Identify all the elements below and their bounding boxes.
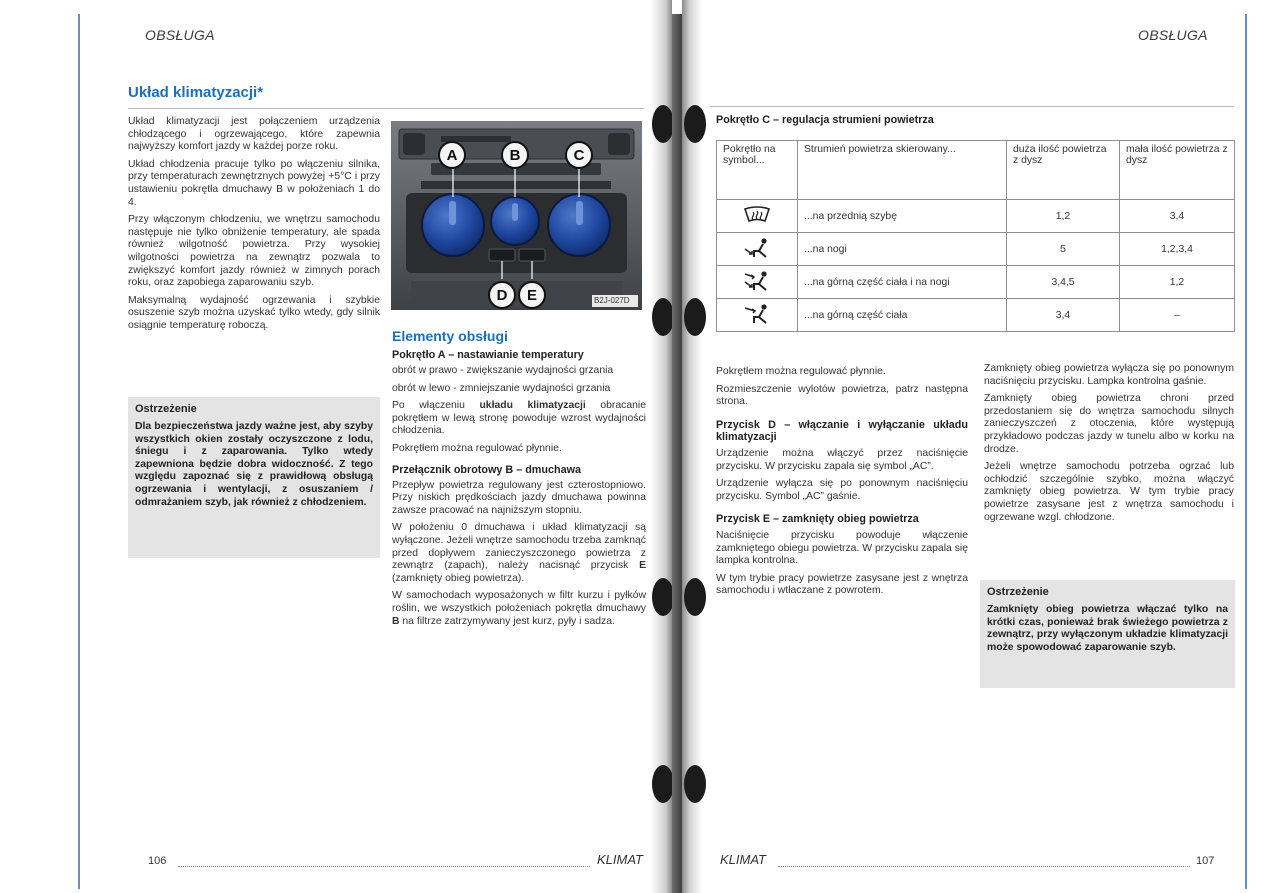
binding-ring — [684, 105, 706, 143]
button-e-text: Naciśnięcie przycisku powoduje włączenie zamkniętego obiegu powietrza. W przycisku zapala się lampka kontrolna. — [716, 529, 968, 567]
binding-ring — [652, 765, 674, 803]
airflow-high: 1,2 — [1007, 200, 1120, 233]
right-page-number: 107 — [1196, 855, 1215, 867]
switch-b-text: W samochodach wyposażonych w filtr kurzu i pyłków roślin, we wszystkich położeniach pokrętła dmuchawy B na filtrze zatrzymywany jest kurz, pyły i sadza. — [392, 590, 646, 627]
airflow-low: 1,2,3,4 — [1120, 233, 1235, 266]
figure-label-e: E — [518, 281, 546, 309]
knob-a-text: Pokrętłem można regulować płynnie. — [392, 442, 562, 454]
table-header: Pokrętło na symbol... — [717, 141, 798, 200]
binding-ring — [684, 578, 706, 616]
knob-a-title: Pokrętło A – nastawianie temperatury — [392, 349, 584, 361]
knob-c-title: Pokrętło C – regulacja strumieni powietrza — [716, 114, 934, 126]
airflow-high: 3,4 — [1007, 299, 1120, 332]
table-row — [717, 200, 1235, 233]
intro-text — [128, 116, 380, 338]
airflow-low: 3,4 — [1120, 200, 1235, 233]
button-e-title: Przycisk E – zamknięty obieg powietrza — [716, 513, 919, 526]
book-spine — [672, 14, 682, 893]
section-rule — [128, 108, 644, 109]
table-header-row — [717, 141, 1235, 200]
table-header: Strumień powietrza skierowany... — [798, 141, 1007, 200]
left-page-number: 106 — [148, 855, 167, 867]
figure-label-d: D — [488, 281, 516, 309]
figure-code: B2J-027D — [594, 296, 630, 305]
table-row — [717, 266, 1235, 299]
airflow-direction: ...na nogi — [798, 233, 1007, 266]
right-column-1 — [716, 366, 968, 603]
section-rule — [710, 106, 1234, 107]
recirculation-text: Jeżeli wnętrze samochodu potrzeba ogrzać lub ochłodzić szczególnie szybko, można włączyć zamknięty obieg powietrza. W tym trybie pracy powietrze zasysane jest z wnętrza samochodu i ogrzewane wzgl. chłodzone. — [984, 461, 1234, 523]
airflow-low: 1,2 — [1120, 266, 1235, 299]
airflow-low: – — [1120, 299, 1235, 332]
airflow-direction: ...na przednią szybę — [798, 200, 1007, 233]
recirculation-text: Zamknięty obieg powietrza chroni przed przedostaniem się do wnętrza samochodu silnych zanieczyszczeń z otoczenia, które występują przykładowo podczas jazdy w tunelu albo w korku na drodze. — [984, 393, 1234, 455]
figure-label-a: A — [438, 141, 466, 169]
figure-label-c: C — [565, 141, 593, 169]
table-row — [717, 233, 1235, 266]
airflow-high: 5 — [1007, 233, 1120, 266]
intro-paragraph: Maksymalną wydajność ogrzewania i szybkie osuszenie szyb można uzyskać tylko wtedy, gdy silnik osiągnie temperaturę roboczą. — [128, 294, 380, 331]
table-header: mała ilość powietrza z dysz — [1120, 141, 1235, 200]
switch-b-title: Przełącznik obrotowy B – dmuchawa — [392, 463, 581, 476]
knob-c-text: Rozmieszczenie wylotów powietrza, patrz następna strona. — [716, 383, 968, 408]
warning-title: Ostrzeżenie — [987, 586, 1049, 598]
elements-title: Elementy obsługi — [392, 328, 508, 344]
button-e-text: W tym trybie pracy powietrze zasysane jest z wnętrza samochodu i wtłaczane z powrotem. — [716, 572, 968, 597]
button-d-title: Przycisk D – włączanie i wyłączanie układu klimatyzacji — [716, 418, 968, 444]
button-d-text: Urządzenie wyłącza się po ponownym naciśnięciu przycisku. Symbol „AC” gaśnie. — [716, 478, 968, 502]
knob-a-text: Po włączeniu układu klimatyzacji obracanie pokrętłem w lewą stronę powoduje wzrost wydajności chłodzenia. — [392, 400, 646, 437]
switch-b-text: W położeniu 0 dmuchawa i układ klimatyzacji są wyłączone. Jeżeli wnętrze samochodu trzeba zamknąć przed dopływem zanieczyszczonego powietrza z zewnątrz (zapach), należy nacisnąć przycisk E (zamknięty obieg powietrza). — [392, 522, 646, 584]
controls-column — [392, 328, 646, 633]
figure-label-b: B — [501, 141, 529, 169]
right-header: OBSŁUGA — [1138, 27, 1208, 43]
left-footer-title: KLIMAT — [597, 852, 643, 867]
warning-body: Zamknięty obieg powietrza włączać tylko na krótki czas, ponieważ brak świeżego powietrza z zewnątrz, przy wyłączonym układzie klimatyzacji może spowodować zaparowanie szyb. — [987, 604, 1228, 653]
button-d-text: Urządzenie można włączyć przez naciśnięcie przycisku. W przycisku zapala się symbol „AC”. — [716, 447, 968, 472]
airflow-table — [716, 140, 1235, 332]
warning-body: Dla bezpieczeństwa jazdy ważne jest, aby szyby wszystkich okien zostały oczyszczone z lodu, śniegu i z zaparowania. Tylko wtedy zapewniona będzie dobra widoczność. Z tego względu zapoznać się z prawidłową obsługą ogrzewania i wentylacji, z osuszaniem / odmrażaniem szyb, jak również z chłodzeniem. — [135, 421, 373, 508]
warning-title: Ostrzeżenie — [135, 403, 197, 415]
switch-b-text: Przepływ powietrza regulowany jest czterostopniowo. Przy niskich prędkościach jazdy dmuchawa powinna zawsze pracować na najniższym stopniu. — [392, 479, 646, 516]
left-header: OBSŁUGA — [145, 27, 215, 43]
binding-ring — [684, 765, 706, 803]
intro-paragraph: Układ chłodzenia pracuje tylko po włączeniu silnika, przy temperaturach zewnętrznych powyżej +5°C i przy ustawieniu pokrętła dmuchawy B w położeniach 1 do 4. — [128, 158, 380, 208]
airflow-feet-icon — [717, 233, 798, 266]
knob-c-text: Pokrętłem można regulować płynnie. — [716, 366, 886, 377]
binding-ring — [652, 105, 674, 143]
table-header: duża ilość powietrza z dysz — [1007, 141, 1120, 200]
right-page — [682, 0, 1263, 893]
page-edge-line — [78, 14, 80, 889]
knob-a-text: obrót w lewo - zmniejszanie wydajności grzania — [392, 382, 611, 394]
binding-ring — [652, 578, 674, 616]
binding-ring — [652, 298, 674, 336]
right-column-2 — [984, 363, 1234, 529]
airflow-body-feet-icon — [717, 266, 798, 299]
intro-paragraph: Przy włączonym chłodzeniu, we wnętrzu samochodu następuje nie tylko obniżenie temperatury, ale spada również wilgotność powietrza. Przy wysokiej wilgotności powietrza na zewnątrz pozwala to zwiększyć komfort jazdy również w zimnych porach roku, oraz zapobiega zaparowaniu szyb. — [128, 214, 380, 289]
footer-dotted-line — [778, 866, 1190, 867]
warning-box — [128, 397, 380, 558]
right-footer-title: KLIMAT — [720, 852, 766, 867]
footer-dotted-line — [178, 866, 590, 867]
windshield-defrost-icon — [717, 200, 798, 233]
airflow-direction: ...na górną część ciała i na nogi — [798, 266, 1007, 299]
binding-ring — [684, 298, 706, 336]
airflow-direction: ...na górną część ciała — [798, 299, 1007, 332]
airflow-body-icon — [717, 299, 798, 332]
recirculation-text: Zamknięty obieg powietrza wyłącza się po ponownym naciśnięciu przycisku. Lampka kontrolna gaśnie. — [984, 363, 1234, 387]
climate-panel-figure — [391, 121, 642, 310]
page-edge-line — [1245, 14, 1247, 889]
airflow-high: 3,4,5 — [1007, 266, 1120, 299]
section-title: Układ klimatyzacji* — [128, 84, 264, 101]
warning-box — [980, 580, 1235, 688]
intro-paragraph: Układ klimatyzacji jest połączeniem urządzenia chłodzącego i ogrzewającego, które zapewnia najwyższy komfort jazdy w każdej porze roku. — [128, 116, 380, 153]
knob-a-text: obrót w prawo - zwiększanie wydajności grzania — [392, 365, 614, 376]
table-row — [717, 299, 1235, 332]
